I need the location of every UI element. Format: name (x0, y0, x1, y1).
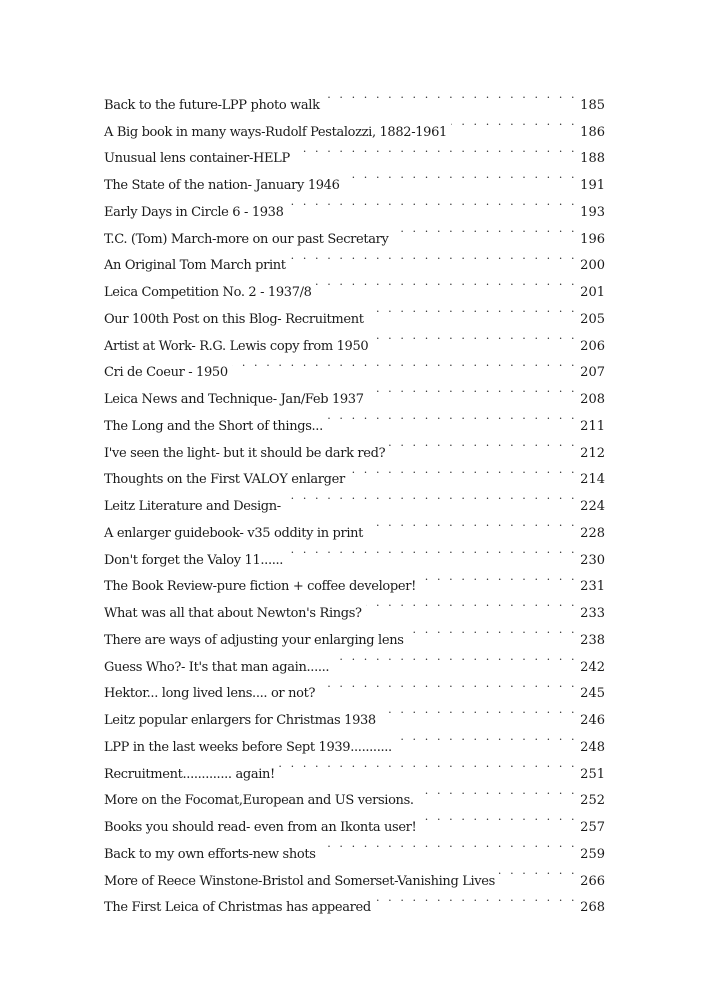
toc-entry-title: T.C. (Tom) March-more on our past Secretary (104, 231, 389, 247)
toc-entry-title: There are ways of adjusting your enlarging lens (104, 632, 404, 648)
table-of-contents (104, 82, 605, 916)
toc-entry-page: 246 (580, 713, 605, 728)
toc-entry-page: 205 (580, 311, 605, 327)
toc-entry-title: The Long and the Short of things... (104, 418, 323, 434)
toc-entry-page: 206 (580, 338, 605, 354)
toc-entry-page: 231 (580, 579, 605, 595)
toc-entry-page: 185 (580, 97, 605, 113)
toc-dot-leader (349, 457, 577, 484)
toc-entry-title: Leitz Literature and Design- (104, 499, 281, 514)
toc-entry-title: Our 100th Post on this Blog- Recruitment (104, 311, 364, 327)
toc-dot-leader (320, 831, 578, 858)
toc-dot-leader (366, 590, 577, 617)
toc-entry-page: 268 (580, 900, 605, 916)
toc-entry-page: 251 (580, 766, 605, 782)
toc-dot-leader (285, 483, 577, 510)
toc-entry-page: 224 (580, 499, 605, 514)
toc-dot-leader (451, 109, 577, 136)
toc-entry-title: What was all that about Newton's Rings? (104, 606, 362, 621)
toc-entry-page: 186 (580, 124, 605, 140)
toc-entry-title: Back to my own efforts-new shots (104, 846, 316, 862)
toc-dot-leader (418, 778, 577, 805)
toc-entry-title: Books you should read- even from an Ikonta user! (104, 820, 417, 835)
toc-entry-page: 245 (580, 686, 605, 702)
toc-entry-page: 252 (580, 793, 605, 809)
toc-entry-title: The State of the nation- January 1946 (104, 178, 340, 193)
toc-entry-page: 259 (580, 846, 605, 862)
toc-dot-leader (380, 697, 577, 724)
toc-entry-page: 207 (580, 365, 605, 381)
toc-entry-page: 238 (580, 632, 605, 648)
toc-entry-page: 212 (580, 445, 605, 461)
toc-entry-title: Hektor... long lived lens.... or not? (104, 686, 316, 702)
toc-entry-title: Artist at Work- R.G. Lewis copy from 1950 (104, 338, 369, 354)
toc-entry-page: 230 (580, 552, 605, 568)
toc-entry-title: Don't forget the Valoy 11...... (104, 552, 284, 568)
toc-entry-page: 233 (580, 606, 605, 621)
toc-entry-title: Leica News and Technique- Jan/Feb 1937 (104, 392, 364, 407)
toc-dot-leader (408, 617, 578, 644)
toc-dot-leader (290, 243, 578, 270)
toc-dot-leader (368, 376, 578, 403)
toc-dot-leader (499, 858, 577, 885)
toc-entry-title: Early Days in Circle 6 - 1938 (104, 204, 284, 220)
toc-entry-page: 228 (580, 525, 605, 541)
toc-entry-page: 188 (580, 151, 605, 167)
toc-entry-title: Back to the future-LPP photo walk (104, 97, 320, 113)
toc-entry-page: 201 (580, 285, 605, 300)
toc-dot-leader (279, 751, 577, 778)
toc-dot-leader (420, 804, 577, 831)
toc-entry-page: 214 (580, 472, 605, 488)
toc-entry-title: Cri de Coeur - 1950 (104, 365, 228, 381)
toc-entry-title: The First Leica of Christmas has appeared (104, 900, 371, 916)
toc-entry-page: 200 (580, 258, 605, 274)
toc-entry-title: A Big book in many ways-Rudolf Pestalozzi, 1882-1961 (104, 124, 447, 140)
toc-entry-page: 196 (580, 231, 605, 247)
toc-dot-leader (288, 189, 578, 216)
toc-dot-leader (389, 430, 577, 457)
toc-dot-leader (396, 724, 577, 751)
toc-entry-title: Unusual lens container-HELP (104, 151, 290, 167)
toc-dot-leader (344, 162, 578, 189)
toc-dot-leader (294, 136, 577, 163)
toc-entry-title: An Original Tom March print (104, 258, 286, 274)
toc-dot-leader (333, 644, 577, 671)
toc-dot-leader (316, 269, 578, 296)
toc-entry-title: More on the Focomat,European and US versions. (104, 793, 414, 809)
toc-entry-page: 266 (580, 873, 605, 889)
toc-entry-title: Leitz popular enlargers for Christmas 1938 (104, 713, 376, 728)
toc-entry-page: 191 (580, 178, 605, 193)
toc-entry-page: 248 (580, 739, 605, 755)
toc-entry-page: 208 (580, 392, 605, 407)
toc-entry-page: 193 (580, 204, 605, 220)
toc-dot-leader (319, 671, 577, 698)
toc-entry-title: The Book Review-pure fiction + coffee developer! (104, 579, 416, 595)
toc-dot-leader (232, 350, 577, 377)
toc-dot-leader (393, 216, 578, 243)
toc-dot-leader (375, 885, 577, 912)
toc-entry-page: 211 (580, 418, 605, 434)
toc-dot-leader (372, 323, 577, 350)
toc-entry-title: Guess Who?- It's that man again...... (104, 659, 330, 675)
toc-entry-title: I've seen the light- but it should be dark red? (104, 445, 386, 461)
toc-entry-page: 257 (580, 820, 605, 835)
toc-dot-leader (367, 510, 577, 537)
toc-dot-leader (324, 82, 578, 109)
toc-dot-leader (327, 403, 577, 430)
toc-dot-leader (368, 296, 578, 323)
toc-entry-page: 242 (580, 659, 605, 675)
toc-entry-title: Recruitment............. again! (104, 766, 275, 782)
toc-entry-title: More of Reece Winstone-Bristol and Somerset-Vanishing Lives (104, 873, 495, 889)
toc-entry-title: A enlarger guidebook- v35 oddity in print (104, 525, 364, 541)
toc-dot-leader (287, 537, 577, 564)
toc-entry[interactable] (104, 82, 605, 113)
toc-dot-leader (420, 564, 577, 591)
toc-entry-title: Thoughts on the First VALOY enlarger (104, 472, 345, 488)
toc-entry-title: LPP in the last weeks before Sept 1939........... (104, 739, 392, 755)
toc-entry-title: Leica Competition No. 2 - 1937/8 (104, 285, 312, 300)
